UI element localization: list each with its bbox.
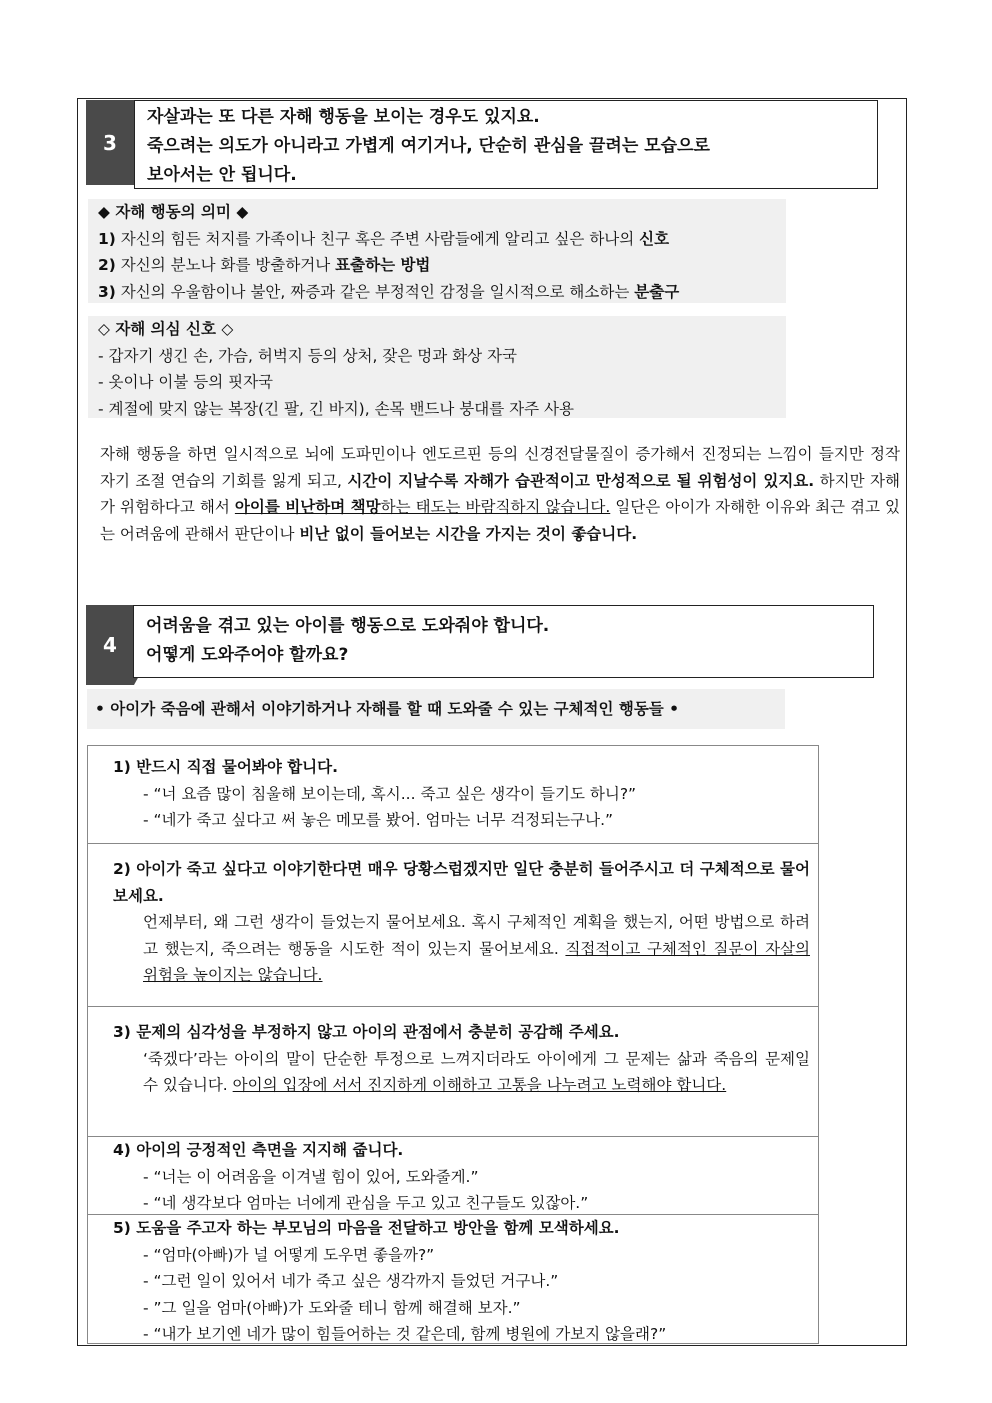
action-example: - “너는 이 어려움을 이겨낼 힘이 있어, 도와줄게.”	[143, 1167, 479, 1186]
action-title: 1) 반드시 직접 물어봐야 합니다.	[113, 758, 339, 776]
self-harm-meaning-box	[88, 199, 786, 303]
action-example: - “네가 죽고 싶다고 써 놓은 메모를 봤어. 엄마는 너무 걱정되는구나.”	[143, 811, 614, 829]
action-example: - “엄마(아빠)가 널 어떻게 도우면 좋을까?”	[143, 1245, 435, 1264]
section-4-line-1: 어려움을 겪고 있는 아이를 행동으로 도와줘야 합니다.	[146, 616, 550, 636]
section-4-heading	[133, 605, 874, 678]
self-harm-signs-box	[88, 316, 786, 418]
action-body: 언제부터, 왜 그런 생각이 들었는지 물어보세요. 혹시 구체적인 계획을 했는지, 어떤 방법으로 하려고 했는지, 죽으려는 행동을 시도한 적이 있는지 물어보세요. 직접적이고 구체적인 질문이 자살의 위험을 높이지는 않습니다.	[143, 913, 810, 984]
section-3-heading	[134, 100, 878, 189]
sign-item: - 옷이나 이불 등의 핏자국	[98, 373, 274, 391]
action-title: 2) 아이가 죽고 싶다고 이야기한다면 매우 당황스럽겠지만 일단 충분히 들어주시고 더 구체적으로 물어보세요.	[113, 860, 810, 905]
meaning-item-1: 1) 자신의 힘든 처지를 가족이나 친구 혹은 주변 사람들에게 알리고 싶은 하나의 신호	[98, 229, 670, 248]
action-body: ‘죽겠다’라는 아이의 말이 단순한 투정으로 느껴지더라도 아이에게 그 문제는 삶과 죽음의 문제일 수 있습니다. 아이의 입장에 서서 진지하게 이해하고 고통을 나누려고 노력해야 합니다.	[143, 1049, 810, 1094]
action-title: 5) 도움을 주고자 하는 부모님의 마음을 전달하고 방안을 함께 모색하세요.	[113, 1219, 620, 1237]
section-3-line-2: 죽으려는 의도가 아니라고 가볍게 여기거나, 단순히 관심을 끌려는 모습으로	[147, 136, 710, 156]
section-4-number: 4	[86, 605, 134, 685]
section-3-line-3: 보아서는 안 됩니다.	[147, 165, 297, 185]
meaning-item-3: 3) 자신의 우울함이나 불안, 짜증과 같은 부정적인 감정을 일시적으로 해소하는 분출구	[98, 282, 680, 301]
sign-item: - 갑자기 생긴 손, 가슴, 허벅지 등의 상처, 잦은 멍과 화상 자국	[98, 346, 517, 365]
sign-item: - 계절에 맞지 않는 복장(긴 팔, 긴 바지), 손목 밴드나 붕대를 자주 사용	[98, 399, 574, 418]
section-4-line-2: 어떻게 도와주어야 할까요?	[146, 645, 349, 665]
action-item-1	[88, 746, 818, 844]
action-item-3	[88, 1007, 818, 1137]
action-example: - “내가 보기엔 네가 많이 힘들어하는 것 같은데, 함께 병원에 가보지 않을래?”	[143, 1325, 667, 1343]
action-example: - ”그 일을 엄마(아빠)가 도와줄 테니 함께 해결해 보자.”	[143, 1298, 521, 1317]
meaning-item-2: 2) 자신의 분노나 화를 방출하거나 표출하는 방법	[98, 256, 431, 274]
signs-box-title: ◇ 자해 의심 신호 ◇	[98, 320, 234, 338]
actions-header: • 아이가 죽음에 관해서 이야기하거나 자해를 할 때 도와줄 수 있는 구체적인 행동들 •	[95, 699, 680, 718]
action-item-2	[88, 844, 818, 1007]
action-example: - “네 생각보다 엄마는 너에게 관심을 두고 있고 친구들도 있잖아.”	[143, 1194, 589, 1212]
action-example: - “그런 일이 있어서 네가 죽고 싶은 생각까지 들었던 거구나.”	[143, 1272, 559, 1290]
action-title: 3) 문제의 심각성을 부정하지 않고 아이의 관점에서 충분히 공감해 주세요.	[113, 1023, 620, 1041]
action-item-4	[88, 1137, 818, 1215]
action-example: - “너 요즘 많이 침울해 보이는데, 혹시... 죽고 싶은 생각이 들기도 하니?”	[143, 784, 637, 803]
actions-header-box	[87, 689, 785, 729]
self-harm-paragraph: 자해 행동을 하면 일시적으로 뇌에 도파민이나 엔도르핀 등의 신경전달물질이 증가해서 진정되는 느낌이 들지만 정작 자기 조절 연습의 기회를 잃게 되고, 시간이 지날수록 자해가 습관적이고 만성적으로 될 위험성이 있지요. 하지만 자해가 위험하다고 해서 아이를 비난하며 책망하는 태도는 바람직하지 않습니다. 일단은 아이가 자해한 이유와 최근 겪고 있는 어려움에 관해서 판단이나 비난 없이 들어보는 시간을 가지는 것이 좋습니다.	[100, 445, 900, 543]
meaning-box-title: ◆ 자해 행동의 의미 ◆	[98, 203, 249, 221]
section-3-line-1: 자살과는 또 다른 자해 행동을 보이는 경우도 있지요.	[147, 107, 540, 127]
action-title: 4) 아이의 긍정적인 측면을 지지해 줍니다.	[113, 1141, 404, 1159]
actions-table	[87, 745, 819, 1344]
action-item-5	[88, 1215, 818, 1343]
section-3-number: 3	[86, 100, 134, 185]
